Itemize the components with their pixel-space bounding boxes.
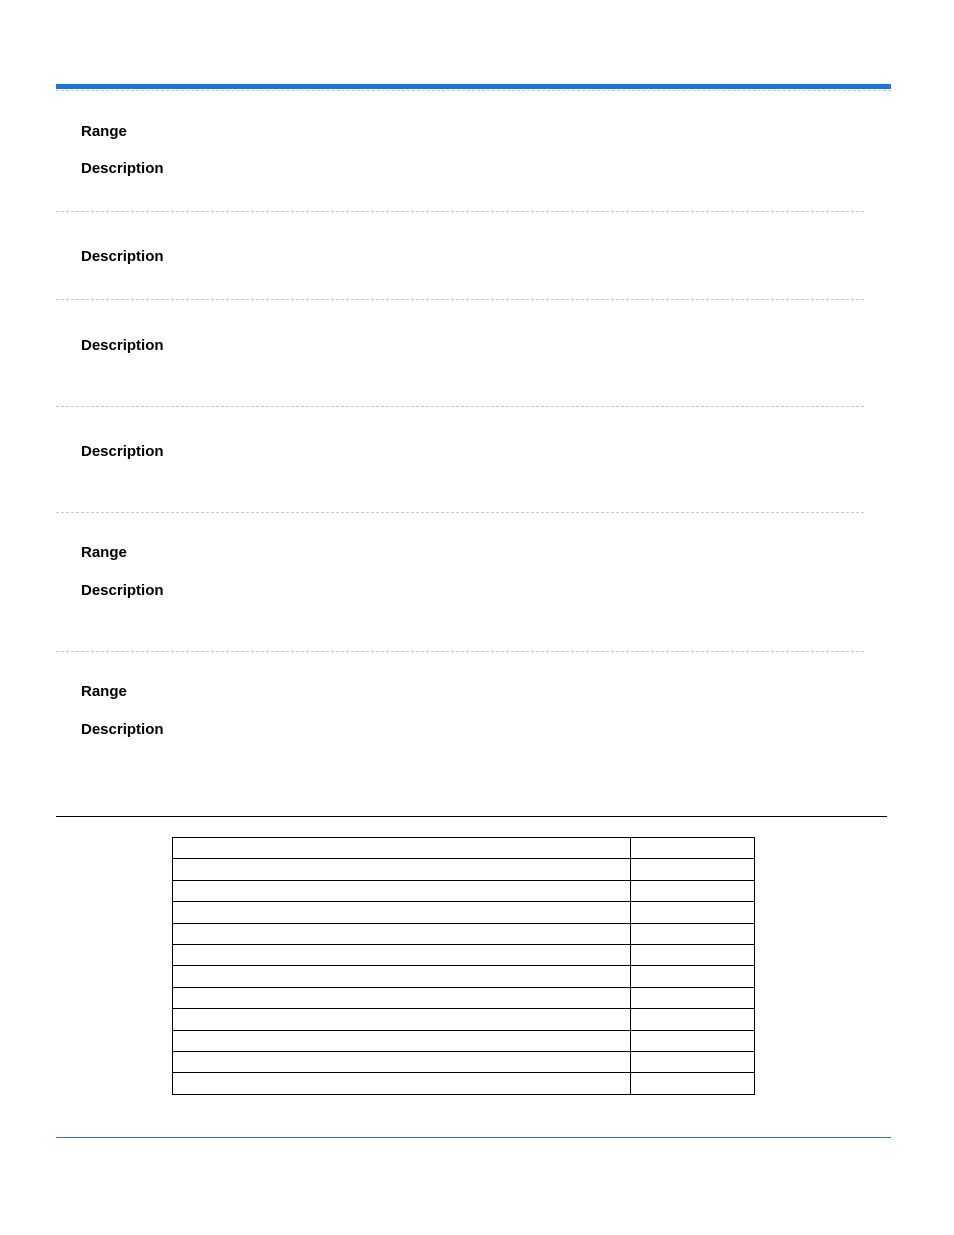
table-row [173, 987, 755, 1008]
table-cell [631, 1073, 755, 1094]
table-cell [173, 859, 631, 880]
range-label-3: Range [81, 683, 127, 700]
range-label-1: Range [81, 123, 127, 140]
table-cell [631, 966, 755, 987]
table-cell [631, 944, 755, 965]
table-cell [631, 859, 755, 880]
table-cell [173, 838, 631, 859]
data-table [172, 837, 755, 1095]
description-label-2: Description [81, 248, 164, 265]
table-body [173, 838, 755, 1095]
table-cell [631, 880, 755, 901]
description-label-3: Description [81, 337, 164, 354]
table-cell [173, 966, 631, 987]
section-divider-2 [56, 299, 864, 300]
table-row [173, 1051, 755, 1072]
table-cell [631, 1009, 755, 1030]
description-label-1: Description [81, 160, 164, 177]
table-row [173, 1073, 755, 1094]
section-divider-5 [56, 651, 864, 652]
table-row [173, 944, 755, 965]
range-label-2: Range [81, 544, 127, 561]
table-cell [173, 880, 631, 901]
table-cell [173, 923, 631, 944]
table-row [173, 859, 755, 880]
table-cell [631, 1051, 755, 1072]
description-label-4: Description [81, 443, 164, 460]
header-dashed-rule [56, 90, 891, 91]
table-row [173, 880, 755, 901]
table-row [173, 838, 755, 859]
table-cell [631, 902, 755, 923]
table-top-rule [56, 816, 887, 817]
table-row [173, 966, 755, 987]
description-label-5: Description [81, 582, 164, 599]
table-cell [631, 838, 755, 859]
table-cell [631, 923, 755, 944]
table-cell [173, 1030, 631, 1051]
section-divider-1 [56, 211, 864, 212]
table-row [173, 923, 755, 944]
table-cell [173, 902, 631, 923]
footer-rule [56, 1137, 891, 1138]
table-row [173, 1009, 755, 1030]
table-cell [631, 1030, 755, 1051]
description-label-6: Description [81, 721, 164, 738]
header-accent-bar [56, 84, 891, 89]
table-cell [173, 1051, 631, 1072]
table-row [173, 902, 755, 923]
table-cell [173, 987, 631, 1008]
table-cell [173, 1009, 631, 1030]
section-divider-3 [56, 406, 864, 407]
section-divider-4 [56, 512, 864, 513]
table-cell [631, 987, 755, 1008]
table-cell [173, 1073, 631, 1094]
table-cell [173, 944, 631, 965]
table-row [173, 1030, 755, 1051]
